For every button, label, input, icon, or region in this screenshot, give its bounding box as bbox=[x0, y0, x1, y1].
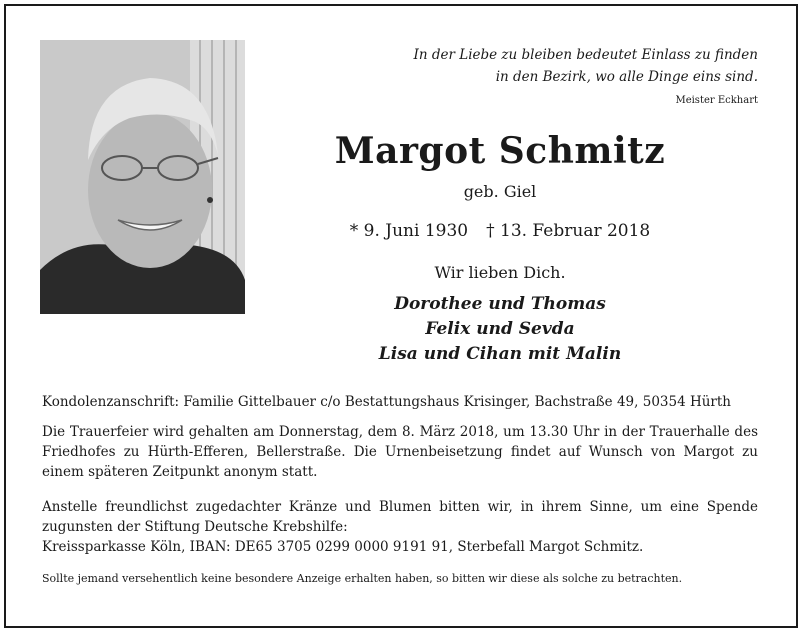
quote-line-2: in den Bezirk, wo alle Dinge eins sind. bbox=[495, 69, 758, 85]
maiden-name: geb. Giel bbox=[463, 182, 537, 201]
footer-note: Sollte jemand versehentlich keine besondere Anzeige erhalten haben, so bitten wir diese als solche zu betrachten. bbox=[42, 572, 683, 585]
quote-author: Meister Eckhart bbox=[675, 95, 758, 106]
quote-line-1: In der Liebe zu bleiben bedeutet Einlass zu finden bbox=[413, 47, 758, 63]
donation-block bbox=[42, 497, 758, 557]
birth-date: * 9. Juni 1930 bbox=[349, 221, 469, 241]
donation-text: Anstelle freundlichst zugedachter Kränze und Blumen bitten wir, in ihrem Sinne, um eine Spende zugunsten der Stiftung Deutsche Krebshilfe: bbox=[42, 499, 758, 535]
love-line: Wir lieben Dich. bbox=[434, 263, 566, 282]
deceased-name: Margot Schmitz bbox=[334, 130, 666, 172]
portrait-photo bbox=[40, 40, 245, 314]
life-dates bbox=[300, 221, 700, 241]
mourner-line: Lisa und Cihan mit Malin bbox=[378, 344, 622, 364]
mourner-line: Felix und Sevda bbox=[425, 319, 575, 339]
mourners-list bbox=[300, 292, 700, 367]
donation-bank: Kreissparkasse Köln, IBAN: DE65 3705 0299 0000 9191 91, Sterbefall Margot Schmitz. bbox=[42, 539, 644, 555]
condolence-address: Kondolenzanschrift: Familie Gittelbauer c/o Bestattungshaus Krisinger, Bachstraße 49, 50354 Hürth bbox=[42, 394, 732, 410]
death-date: † 13. Februar 2018 bbox=[486, 221, 651, 241]
epigraph-quote bbox=[414, 44, 758, 110]
mourner-line: Dorothee und Thomas bbox=[394, 294, 606, 314]
ceremony-text: Die Trauerfeier wird gehalten am Donnerstag, dem 8. März 2018, um 13.30 Uhr in der Trauerhalle des Friedhofes zu Hürth-Efferen, Bellerstraße. Die Urnenbeisetzung findet auf Wunsch von Margot zu einem späteren Zeitpunkt anonym statt. bbox=[42, 424, 758, 480]
